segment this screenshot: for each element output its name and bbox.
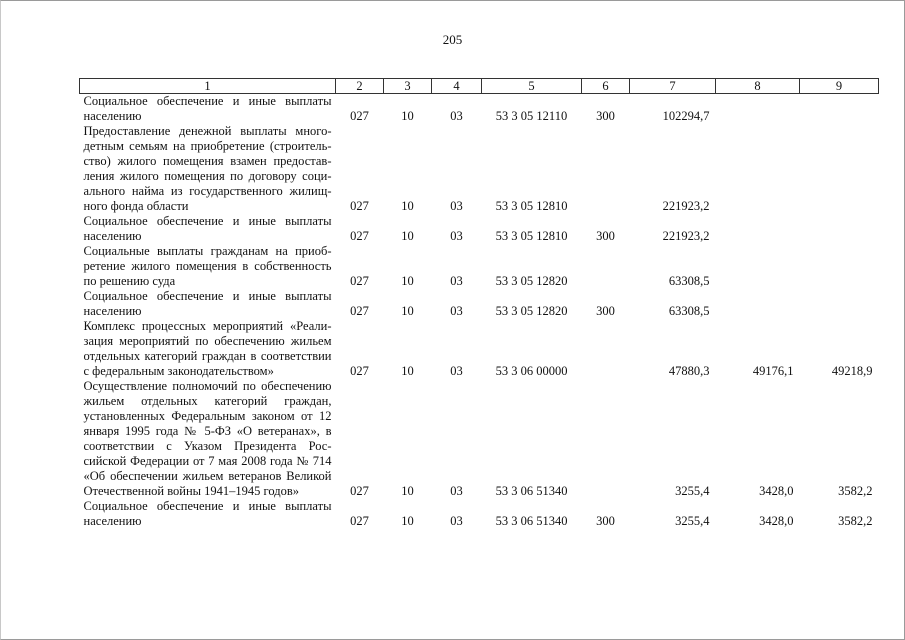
row-sum-year3 — [800, 124, 879, 214]
row-target-code: 53 3 05 12820 — [495, 274, 568, 288]
table-row — [80, 244, 879, 289]
row-sum-year2 — [716, 214, 800, 244]
row-expense-type: 300 — [596, 229, 615, 243]
row-grbs: 027 — [350, 304, 369, 318]
row-name: Социальные выплаты гражданам на приобретение жилого помещения в собственность по решению суда — [83, 244, 332, 288]
row-name: Осуществление полномочий по обеспечению жильем отдельных категорий граждан, установленных Федеральным законом от 12 января 1995 года № 5-ФЗ «О ветеранах», в соответствии с Указом Президента Российской Федерации от 7 мая 2008 года № 714 «Об обеспечении жильем ветеранов Великой Отечественной войны 1941–1945 годов» — [83, 379, 332, 498]
row-grbs: 027 — [350, 484, 369, 498]
column-header: 2 — [336, 79, 384, 94]
table-row — [80, 94, 879, 125]
row-sum-year2: 49176,1 — [752, 364, 794, 378]
row-subsection: 03 — [450, 364, 463, 378]
row-grbs: 027 — [350, 229, 369, 243]
row-expense-type: 300 — [596, 304, 615, 318]
row-subsection: 03 — [450, 514, 463, 528]
page-number: 205 — [442, 32, 463, 47]
row-sum-year1: 102294,7 — [662, 109, 710, 123]
row-subsection: 03 — [450, 304, 463, 318]
row-name: Комплекс процессных мероприятий «Реализация мероприятий по обеспечению жильем отдельных категорий граждан в соответствии с федеральным законодательством» — [83, 319, 332, 378]
row-sum-year3: 3582,2 — [838, 484, 873, 498]
row-subsection: 03 — [450, 199, 463, 213]
row-sum-year1: 221923,2 — [662, 229, 710, 243]
row-grbs: 027 — [350, 274, 369, 288]
row-sum-year1: 63308,5 — [668, 274, 710, 288]
row-sum-year3: 3582,2 — [838, 514, 873, 528]
table-row — [80, 289, 879, 319]
row-grbs: 027 — [350, 109, 369, 123]
row-grbs: 027 — [350, 364, 369, 378]
row-name: Социальное обеспечение и иные выплаты населению — [83, 94, 332, 123]
row-name: Социальное обеспечение и иные выплаты населению — [83, 499, 332, 528]
row-target-code: 53 3 05 12810 — [495, 229, 568, 243]
row-section: 10 — [401, 199, 414, 213]
row-expense-type — [582, 244, 630, 289]
row-section: 10 — [401, 304, 414, 318]
row-sum-year2: 3428,0 — [759, 514, 794, 528]
row-sum-year1: 221923,2 — [662, 199, 710, 213]
table-row — [80, 124, 879, 214]
row-sum-year3 — [800, 244, 879, 289]
row-section: 10 — [401, 109, 414, 123]
column-header: 3 — [384, 79, 432, 94]
row-section: 10 — [401, 229, 414, 243]
row-sum-year3 — [800, 289, 879, 319]
table-header-row — [80, 79, 879, 94]
row-sum-year2 — [716, 94, 800, 125]
row-section: 10 — [401, 484, 414, 498]
row-expense-type — [582, 124, 630, 214]
row-grbs: 027 — [350, 199, 369, 213]
row-sum-year3 — [800, 214, 879, 244]
row-section: 10 — [401, 364, 414, 378]
row-expense-type — [582, 319, 630, 379]
row-sum-year2 — [716, 124, 800, 214]
row-section: 10 — [401, 274, 414, 288]
column-header: 9 — [800, 79, 879, 94]
row-subsection: 03 — [450, 484, 463, 498]
row-sum-year2 — [716, 244, 800, 289]
row-name: Предоставление денежной выплаты многодетным семьям на приобретение (строительство) жилого помещения взамен предоставления жилого помещения по договору социального найма из государственного жилищного фонда области — [83, 124, 332, 213]
row-expense-type: 300 — [596, 514, 615, 528]
row-expense-type: 300 — [596, 109, 615, 123]
row-sum-year3: 49218,9 — [831, 364, 873, 378]
table-row — [80, 499, 879, 529]
column-header: 4 — [432, 79, 482, 94]
row-sum-year3 — [800, 94, 879, 125]
row-grbs: 027 — [350, 514, 369, 528]
row-target-code: 53 3 06 00000 — [495, 364, 568, 378]
table-row — [80, 379, 879, 499]
row-subsection: 03 — [450, 109, 463, 123]
column-header: 5 — [482, 79, 582, 94]
column-header: 1 — [80, 79, 336, 94]
row-sum-year1: 63308,5 — [668, 304, 710, 318]
column-header: 6 — [582, 79, 630, 94]
column-header: 7 — [630, 79, 716, 94]
row-expense-type — [582, 379, 630, 499]
row-section: 10 — [401, 514, 414, 528]
column-header: 8 — [716, 79, 800, 94]
row-sum-year1: 3255,4 — [675, 484, 710, 498]
row-subsection: 03 — [450, 274, 463, 288]
row-target-code: 53 3 05 12810 — [495, 199, 568, 213]
row-name: Социальное обеспечение и иные выплаты населению — [83, 214, 332, 243]
budget-table — [79, 78, 879, 529]
table-row — [80, 319, 879, 379]
row-subsection: 03 — [450, 229, 463, 243]
row-name: Социальное обеспечение и иные выплаты населению — [83, 289, 332, 318]
row-target-code: 53 3 05 12110 — [495, 109, 568, 123]
row-target-code: 53 3 06 51340 — [495, 484, 568, 498]
table-row — [80, 214, 879, 244]
row-sum-year1: 3255,4 — [675, 514, 710, 528]
row-sum-year1: 47880,3 — [668, 364, 710, 378]
row-sum-year2 — [716, 289, 800, 319]
row-sum-year2: 3428,0 — [759, 484, 794, 498]
row-target-code: 53 3 06 51340 — [495, 514, 568, 528]
row-target-code: 53 3 05 12820 — [495, 304, 568, 318]
